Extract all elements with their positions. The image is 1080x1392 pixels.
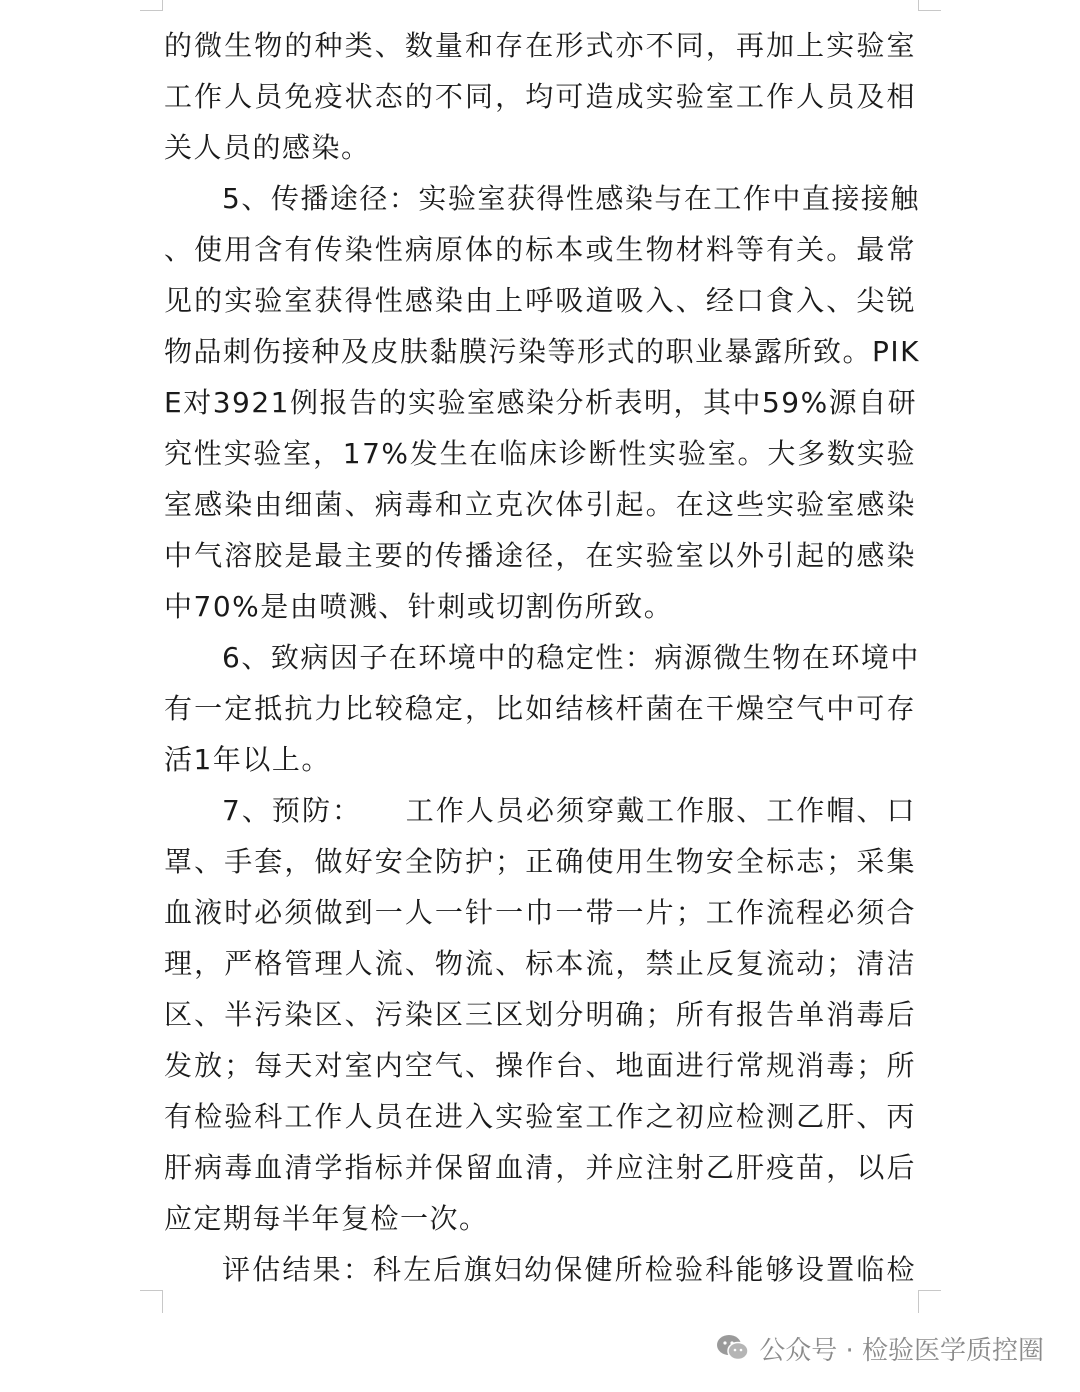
text-line: 应定期每半年复检一次。 xyxy=(164,1202,489,1235)
text-line: 肝病毒血清学指标并保留血清，并应注射乙肝疫苗，以后 xyxy=(164,1151,916,1184)
crop-mark-bottom-right xyxy=(918,1290,941,1313)
text-line: 工作人员免疫状态的不同，均可造成实验室工作人员及相 xyxy=(164,80,916,113)
text-line: 7、预防： 工作人员必须穿戴工作服、工作帽、口 xyxy=(222,794,916,827)
text-line: 的微生物的种类、数量和存在形式亦不同，再加上实验室 xyxy=(164,29,916,62)
watermark-text: 公众号 · 检验医学质控圈 xyxy=(759,1335,1044,1366)
text-line: E对3921例报告的实验室感染分析表明，其中59%源自研 xyxy=(164,386,918,419)
text-line: 5、传播途径：实验室获得性感染与在工作中直接接触 xyxy=(222,182,920,215)
text-line: 血液时必须做到一人一针一巾一带一片；工作流程必须合 xyxy=(164,896,916,929)
wechat-watermark xyxy=(715,1326,1044,1370)
text-line: 罩、手套，做好安全防护；正确使用生物安全标志；采集 xyxy=(164,845,916,878)
text-line: 发放；每天对室内空气、操作台、地面进行常规消毒；所 xyxy=(164,1049,916,1082)
document-body xyxy=(164,20,921,1295)
text-line: 关人员的感染。 xyxy=(164,131,371,164)
text-line: 究性实验室，17%发生在临床诊断性实验室。大多数实验 xyxy=(164,437,916,470)
text-line: 见的实验室获得性感染由上呼吸道吸入、经口食入、尖锐 xyxy=(164,284,916,317)
text-line: 中70%是由喷溅、针刺或切割伤所致。 xyxy=(164,590,674,623)
crop-mark-bottom-left xyxy=(140,1290,163,1313)
text-line: 中气溶胶是最主要的传播途径，在实验室以外引起的感染 xyxy=(164,539,916,572)
text-line: 有一定抵抗力比较稳定，比如结核杆菌在干燥空气中可存 xyxy=(164,692,916,725)
text-line: 区、半污染区、污染区三区划分明确；所有报告单消毒后 xyxy=(164,998,916,1031)
text-line: 物品刺伤接种及皮肤黏膜污染等形式的职业暴露所致。PIK xyxy=(164,335,921,368)
wechat-icon xyxy=(715,1332,751,1364)
crop-mark-top-right xyxy=(918,0,941,11)
text-line: 评估结果：科左后旗妇幼保健所检验科能够设置临检 xyxy=(222,1253,916,1286)
text-line: 理，严格管理人流、物流、标本流，禁止反复流动；清洁 xyxy=(164,947,916,980)
text-line: 室感染由细菌、病毒和立克次体引起。在这些实验室感染 xyxy=(164,488,916,521)
text-line: 活1年以上。 xyxy=(164,743,331,776)
text-line: 6、致病因子在环境中的稳定性：病源微生物在环境中 xyxy=(222,641,920,674)
text-line: 有检验科工作人员在进入实验室工作之初应检测乙肝、丙 xyxy=(164,1100,916,1133)
text-line: 、使用含有传染性病原体的标本或生物材料等有关。最常 xyxy=(164,233,916,266)
crop-mark-top-left xyxy=(140,0,163,11)
